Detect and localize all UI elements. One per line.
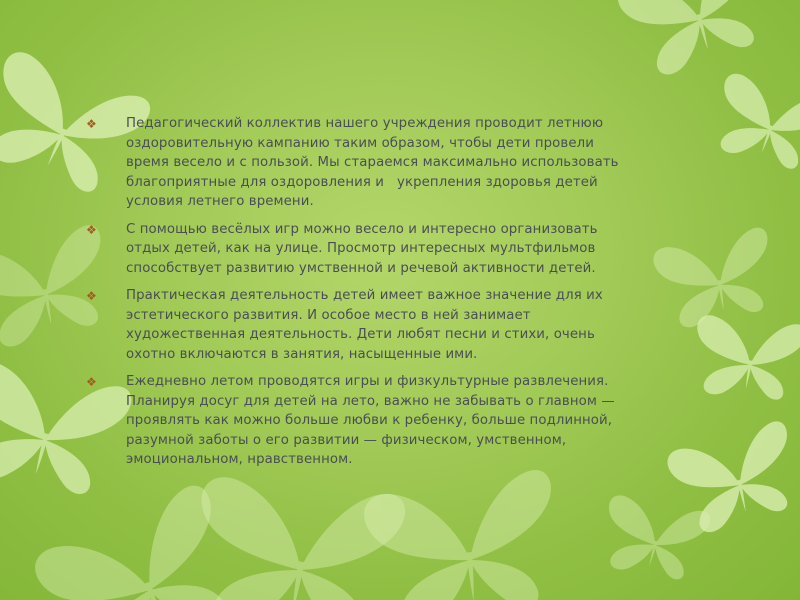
bullet-text-line: эмоциональном, нравственном. xyxy=(126,452,353,467)
bullet-text-line: художественная деятельность. Дети любят песни и стихи, очень xyxy=(126,327,595,342)
bullet-text xyxy=(126,114,696,212)
diamond-bullet-icon: ❖ xyxy=(86,375,97,389)
bullet-item xyxy=(86,114,696,212)
bullet-text-line: Педагогический коллектив нашего учреждения проводит летнюю xyxy=(126,116,604,131)
bullet-item xyxy=(86,372,696,470)
bullet-text-line: Ежедневно летом проводятся игры и физкультурные развлечения. xyxy=(126,374,609,389)
bullet-text-line: охотно включаются в занятия, насыщенные ими. xyxy=(126,346,478,362)
bullet-text-line: время весело и с пользой. Мы стараемся максимально использовать xyxy=(126,155,619,170)
bullet-item xyxy=(86,286,696,364)
butterfly-icon xyxy=(686,307,800,408)
bullet-text-line: проявлять как можно больше любви к ребенку, больше подлинной, xyxy=(126,413,613,428)
bullet-text xyxy=(126,372,696,470)
diamond-bullet-icon: ❖ xyxy=(86,289,97,303)
bullet-text-line: эстетического развития. И особое место в ней занимает xyxy=(126,307,531,323)
bullet-text-line: С помощью весёлых игр можно весело и интересно организовать xyxy=(126,221,598,237)
bullet-text xyxy=(126,220,696,279)
diamond-bullet-icon: ❖ xyxy=(86,222,97,237)
bullet-text-line: Практическая деятельность детей имеет важное значение для их xyxy=(126,288,603,303)
bullet-text xyxy=(126,286,696,364)
bullet-text-line: оздоровительную кампанию таким образом, чтобы дети провели xyxy=(126,135,594,151)
butterfly-icon xyxy=(361,469,562,600)
bullet-text-line: отдых детей, как на улице. Просмотр интересных мультфильмов xyxy=(126,241,596,256)
butterfly-icon xyxy=(594,487,712,589)
bullet-list xyxy=(86,114,696,478)
butterfly-icon xyxy=(703,64,800,180)
bullet-text-line: Планируя досуг для детей на лето, важно не забывать о главном — xyxy=(126,393,615,409)
bullet-item xyxy=(86,220,696,279)
diamond-bullet-icon: ❖ xyxy=(86,117,97,131)
bullet-text-line: разумной заботы о его развитии — физическом, умственном, xyxy=(126,432,567,448)
bullet-text-line: условия летнего времени. xyxy=(126,194,314,209)
butterfly-icon xyxy=(612,0,773,82)
bullet-text-line: благоприятные для оздоровления и укрепления здоровья детей xyxy=(126,174,598,190)
bullet-text-line: способствует развитию умственной и речевой активности детей. xyxy=(126,260,596,276)
